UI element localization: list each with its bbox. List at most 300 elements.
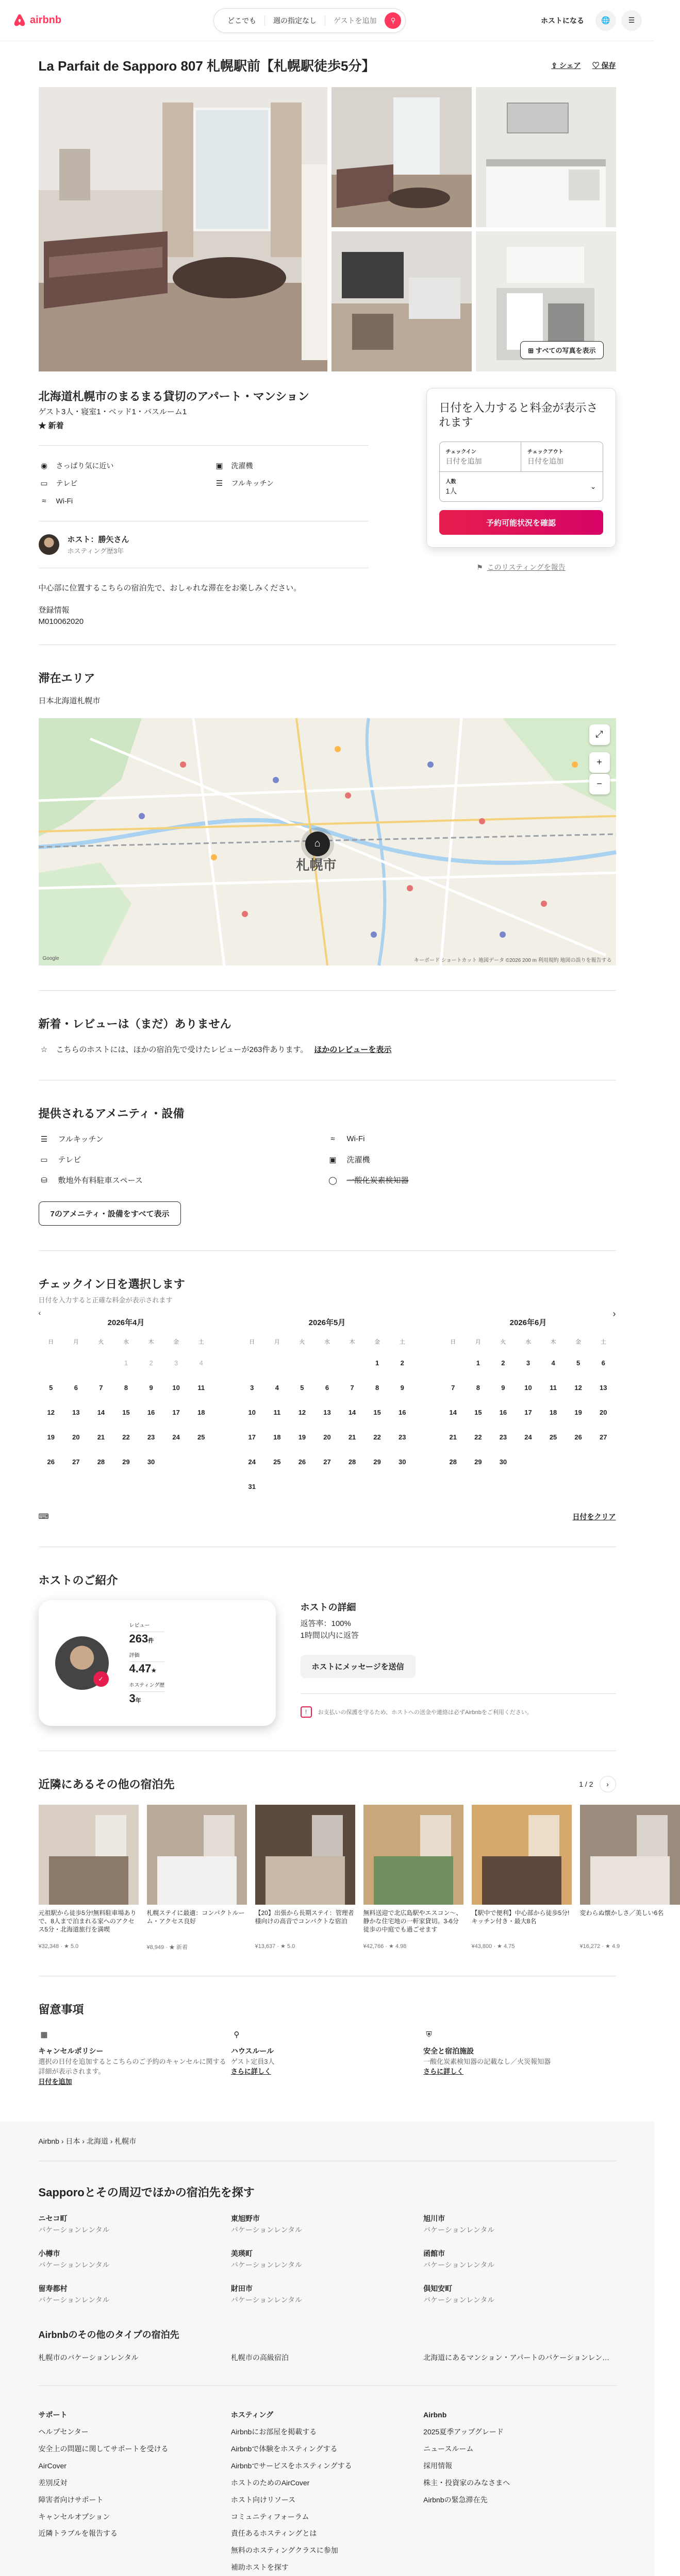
share-button[interactable] <box>551 60 581 71</box>
reviews-count-unit: 件 <box>148 1637 154 1644</box>
weekday-label: 木 <box>148 1338 154 1345</box>
nearby-photo[interactable] <box>255 1805 355 1905</box>
calendar-day[interactable]: 9 <box>501 1384 505 1392</box>
search-icon[interactable]: ⚲ <box>385 12 401 29</box>
calendar-day[interactable]: 5 <box>49 1384 53 1392</box>
zoom-out-icon[interactable]: − <box>589 774 610 794</box>
type-link[interactable]: 札幌市のバケーションレンタル <box>38 2353 139 2362</box>
calendar-day[interactable]: 10 <box>172 1384 180 1392</box>
nearby-photo[interactable] <box>39 1805 139 1905</box>
nearby-photo[interactable] <box>580 1805 680 1905</box>
nearby-photo[interactable] <box>472 1805 572 1905</box>
calendar-day[interactable]: 12 <box>574 1384 582 1392</box>
calendar-blank <box>290 1351 315 1376</box>
footer-link[interactable]: 近隣トラブルを報告する <box>38 2529 118 2538</box>
check-availability-button[interactable]: 予約可能状況を確認 <box>439 510 603 535</box>
weekday-label: 水 <box>324 1338 330 1345</box>
calendar-day[interactable]: 21 <box>449 1433 457 1441</box>
explore-place[interactable] <box>423 2213 616 2235</box>
calendar-day[interactable]: 29 <box>122 1458 130 1466</box>
reviews-count: 263 <box>129 1632 148 1645</box>
note-link[interactable]: さらに詳しく <box>423 2067 464 2076</box>
calendar-day[interactable]: 10 <box>524 1384 532 1392</box>
calendar-day[interactable]: 2 <box>501 1359 505 1367</box>
nearby-price: ¥42,766 <box>363 1943 384 1950</box>
calendar-day[interactable]: 8 <box>476 1384 480 1392</box>
host-years: ホスティング歴3年 <box>67 547 124 555</box>
weekday-label: 月 <box>73 1338 79 1345</box>
calendar-blank <box>264 1351 290 1376</box>
message-host-button[interactable]: ホストにメッセージを送信 <box>301 1655 416 1678</box>
calendar-day[interactable]: 4 <box>551 1359 555 1367</box>
search-bar[interactable] <box>213 8 406 33</box>
photo-4[interactable] <box>331 231 472 371</box>
calendar-day[interactable]: 5 <box>300 1384 304 1392</box>
calendar-day[interactable]: 31 <box>248 1483 256 1490</box>
response-time: 1時間以内に返答 <box>300 1631 359 1640</box>
zoom-in-icon[interactable]: + <box>589 752 610 773</box>
prev-month-icon[interactable]: ‹ <box>38 1308 41 1317</box>
feature-list <box>39 445 369 521</box>
menu-icon[interactable]: ☰ <box>621 10 642 31</box>
feature-item <box>214 478 369 489</box>
calendar-day[interactable]: 23 <box>398 1433 406 1441</box>
footer-col-support <box>39 2406 231 2576</box>
footer-link[interactable]: コミュニティフォーラム <box>230 2512 309 2521</box>
wifi-icon: ≈ <box>42 496 46 505</box>
calendar-day[interactable]: 11 <box>273 1409 281 1416</box>
listing-title: La Parfait de Sapporo 807 札幌駅前【札幌駅徒歩5分】 <box>38 58 375 74</box>
calendar-day[interactable]: 28 <box>348 1458 356 1466</box>
calendar-day[interactable]: 19 <box>47 1433 55 1441</box>
nearby-title: 札幌ステイに最適：コンパクトルーム・アクセス良好 <box>146 1909 245 1925</box>
month-title: 2026年6月 <box>509 1318 547 1327</box>
nearby-rating: ★ 4.98 <box>389 1943 407 1950</box>
calendar-day[interactable]: 24 <box>248 1458 256 1466</box>
nearby-price: ¥16,272 <box>579 1943 601 1950</box>
footer-link[interactable]: 安全上の問題に関してサポートを受ける <box>38 2445 169 2453</box>
search-where[interactable]: どこでも <box>219 15 265 26</box>
location-icon: ◉ <box>40 462 48 470</box>
notes-title: 留意事項 <box>38 2003 84 2016</box>
calendar-day[interactable]: 19 <box>298 1433 306 1441</box>
feature-item <box>39 460 214 471</box>
guests-field[interactable] <box>440 472 603 501</box>
calendar-day: 2 <box>149 1359 153 1367</box>
footer-link[interactable]: Airbnbの緊急滞在先 <box>423 2495 488 2504</box>
checkout-field[interactable] <box>521 442 603 471</box>
host-section-title: ホストのご紹介 <box>38 1573 118 1587</box>
calendar-day[interactable]: 16 <box>398 1409 406 1416</box>
calendar-day[interactable]: 29 <box>373 1458 381 1466</box>
listing-summary: ゲスト3人・寝室1・ベッド1・バスルーム1 <box>38 408 187 416</box>
feature-label: テレビ <box>56 479 78 487</box>
note-cancellation <box>39 2029 231 2087</box>
nearby-title: 【20】出張から長期ステイ：管理者様向けの高音でコンパクトな宿泊 <box>255 1909 354 1925</box>
footer-link[interactable]: 責任あるホスティングとは <box>230 2529 317 2538</box>
amenities-title: 提供されるアメニティ・設備 <box>38 1107 185 1120</box>
calendar-day[interactable]: 28 <box>449 1458 457 1466</box>
calendar-day[interactable]: 6 <box>601 1359 605 1367</box>
calendar-day[interactable]: 1 <box>375 1359 379 1367</box>
nearby-title: 【駅中で便利】中心部から徒歩5分!キッチン付き・最大8名 <box>471 1909 570 1925</box>
flag-icon: ⚑ <box>476 563 487 571</box>
place-name: 財田市 <box>230 2284 253 2293</box>
fullscreen-icon[interactable]: ⤢ <box>589 724 610 745</box>
nearby-card[interactable]: 元祖駅から徒歩5分!無料駐車場ありで、8人まで泊まれる家へのアクセス5分・北海道旅行を満喫 ¥32,348 · ★ 5.0 <box>39 1805 139 1951</box>
footer-col-airbnb <box>423 2406 616 2576</box>
calendar-day[interactable]: 7 <box>451 1384 455 1392</box>
calendar-day[interactable]: 17 <box>524 1409 532 1416</box>
place-name: 美瑛町 <box>230 2249 253 2258</box>
nearby-title: 無料送迎で北広島駅やエスコン〜、静かな住宅地の一軒家貸切。3-6分徒歩の中庭でも過ごせます <box>363 1909 462 1933</box>
calendar-day[interactable]: 3 <box>250 1384 254 1392</box>
reviews-title: 新着・レビューは（まだ）ありません <box>38 1017 231 1030</box>
footer-link[interactable]: ヘルプセンター <box>38 2428 89 2436</box>
new-badge: ★ 新着 <box>38 421 64 430</box>
response-rate: 返答率：100% <box>300 1619 351 1628</box>
footer-col-hosting <box>231 2406 423 2576</box>
footer-link[interactable]: 株主・投資家のみなさまへ <box>423 2478 510 2487</box>
reviews-section <box>39 990 616 1080</box>
airbnb-logo-icon <box>12 13 27 28</box>
chevron-right-icon[interactable]: › <box>600 1776 616 1792</box>
amenity-label: 洗濯機 <box>346 1156 370 1164</box>
calendar-day[interactable]: 3 <box>526 1359 530 1367</box>
type-link[interactable]: 札幌市の高級宿泊 <box>230 2353 289 2362</box>
calendar-day[interactable]: 19 <box>574 1409 582 1416</box>
tv-icon: ▭ <box>40 479 48 488</box>
weekday-label: 土 <box>600 1338 606 1345</box>
calendar-day[interactable]: 2 <box>400 1359 404 1367</box>
calendar-day: 1 <box>124 1359 128 1367</box>
calendar-day[interactable]: 12 <box>47 1409 55 1416</box>
weekday-label: 土 <box>198 1338 204 1345</box>
calendar-day: 3 <box>174 1359 178 1367</box>
type-link[interactable]: 北海道にあるマンション・アパートのバケーションレン… <box>423 2353 610 2362</box>
listing-heading: 北海道札幌市のまるまる貸切のアパート・マンション <box>38 390 309 403</box>
calendar-day[interactable]: 28 <box>97 1458 105 1466</box>
footer-link[interactable]: ニュースルーム <box>423 2445 474 2453</box>
amenities-section <box>39 1080 616 1250</box>
nearby-rating: ★ 5.0 <box>64 1943 79 1950</box>
calendar-day[interactable]: 17 <box>248 1433 256 1441</box>
place-type: バケーションレンタル <box>230 2261 303 2269</box>
search-when[interactable]: 週の指定なし <box>265 15 325 26</box>
calendar-day[interactable]: 8 <box>375 1384 379 1392</box>
place-name: 倶知安町 <box>423 2284 453 2293</box>
explore-place[interactable] <box>39 2283 231 2305</box>
footer-link[interactable]: 2025夏季アップグレード <box>423 2428 504 2436</box>
calendar-sub: 日付を入力すると正確な料金が表示されます <box>38 1296 173 1304</box>
photo-5[interactable] <box>476 231 616 371</box>
top-header <box>0 0 654 41</box>
listing-description: 中心部に位置するこちらの宿泊先で、おしゃれな滞在をお楽しみください。 <box>39 568 369 605</box>
calendar-day[interactable]: 21 <box>348 1433 356 1441</box>
show-all-photos-button[interactable] <box>520 341 603 359</box>
calendar-day[interactable]: 16 <box>147 1409 155 1416</box>
avatar[interactable] <box>39 534 59 555</box>
calendar-day[interactable]: 15 <box>122 1409 130 1416</box>
guests-value: 1人 <box>445 487 457 495</box>
calendar-day[interactable]: 27 <box>323 1458 331 1466</box>
place-type: バケーションレンタル <box>423 2261 495 2269</box>
feature-label: Wi-Fi <box>56 497 73 505</box>
calendar-day[interactable]: 23 <box>147 1433 155 1441</box>
footer-link[interactable]: キャンセルオプション <box>38 2512 110 2521</box>
verified-badge-icon: ✓ <box>93 1671 109 1687</box>
calendar-day[interactable]: 20 <box>599 1409 607 1416</box>
place-type: バケーションレンタル <box>423 2296 495 2304</box>
next-month-icon[interactable]: › <box>612 1308 616 1319</box>
footer-link[interactable]: ホスト向けリソース <box>230 2495 296 2504</box>
calendar-day[interactable]: 6 <box>325 1384 329 1392</box>
note-link[interactable]: 日付を追加 <box>38 2077 72 2086</box>
types-title: Airbnbのその他のタイプの宿泊先 <box>38 2330 179 2341</box>
calendar-day[interactable]: 6 <box>74 1384 78 1392</box>
save-label: 保存 <box>601 61 616 70</box>
amenity-item <box>39 1154 327 1165</box>
nearby-title: 近隣にあるその他の宿泊先 <box>38 1778 175 1791</box>
key-icon: ⚲ <box>234 2030 240 2039</box>
amenity-item <box>327 1133 616 1145</box>
washer-icon: ▣ <box>329 1155 337 1164</box>
explore-place[interactable] <box>39 2213 231 2235</box>
amenity-item <box>39 1175 327 1186</box>
footer-heading: ホスティング <box>230 2411 274 2419</box>
note-link[interactable]: さらに詳しく <box>230 2067 271 2076</box>
host-details-title: ホストの詳細 <box>300 1602 356 1613</box>
place-name: 旭川市 <box>423 2214 445 2223</box>
amenity-label: Wi-Fi <box>346 1134 365 1143</box>
nearby-card[interactable]: 【駅中で便利】中心部から徒歩5分!キッチン付き・最大8名 ¥43,800 · ★ 4.75 <box>472 1805 572 1951</box>
calendar-day[interactable]: 25 <box>549 1433 557 1441</box>
clear-dates-button[interactable]: 日付をクリア <box>572 1512 616 1521</box>
nearby-card[interactable]: 変わらぬ懐かしさ／美しい6名 ¥16,272 · ★ 4.9 <box>580 1805 680 1951</box>
note-text: ゲスト定員3人 <box>230 2057 275 2065</box>
date-guest-picker[interactable] <box>439 442 603 502</box>
month-title: 2026年4月 <box>107 1318 145 1327</box>
breadcrumb[interactable]: Airbnb › 日本 › 北海道 › 札幌市 <box>39 2122 616 2161</box>
calendar-day[interactable]: 25 <box>273 1458 281 1466</box>
footer-link[interactable]: ホストのためのAirCover <box>230 2478 310 2487</box>
calendar-day[interactable]: 14 <box>348 1409 356 1416</box>
calendar-icon: ▦ <box>40 2030 48 2039</box>
become-host-link[interactable]: ホストになる <box>541 16 584 25</box>
nearby-card[interactable]: 【20】出張から長期ステイ：管理者様向けの高音でコンパクトな宿泊 ¥13,637 · ★ 5.0 <box>255 1805 355 1951</box>
calendar-day[interactable]: 26 <box>47 1458 55 1466</box>
calendar-day[interactable]: 4 <box>275 1384 279 1392</box>
calendar-day[interactable]: 30 <box>398 1458 406 1466</box>
place-name: 函館市 <box>423 2249 445 2258</box>
weekday-label: 水 <box>525 1338 531 1345</box>
other-reviews-link[interactable]: ほかのレビューを表示 <box>314 1045 392 1054</box>
amenity-label: テレビ <box>58 1156 81 1164</box>
nearby-rating: ★ 新着 <box>169 1944 188 1951</box>
reviews-text: こちらのホストには、ほかの宿泊先で受けたレビューが263件あります。 <box>56 1045 308 1054</box>
calendar-day[interactable]: 20 <box>72 1433 80 1441</box>
calendar-day[interactable]: 14 <box>97 1409 105 1416</box>
calendar-day[interactable]: 8 <box>124 1384 128 1392</box>
nearby-list <box>38 1805 664 1951</box>
calendar-day[interactable]: 25 <box>197 1433 205 1441</box>
calendar-day[interactable]: 12 <box>298 1409 306 1416</box>
calendar-month <box>441 1317 616 1499</box>
host-card[interactable] <box>39 1600 276 1726</box>
nearby-photo[interactable] <box>147 1805 247 1905</box>
weekday-label: 木 <box>349 1338 355 1345</box>
explore-place[interactable] <box>231 2283 423 2305</box>
explore-title: Sapporoとその周辺でほかの宿泊先を探す <box>38 2186 255 2199</box>
registration-number: M010062020 <box>38 617 84 626</box>
washer-icon: ▣ <box>215 462 223 470</box>
share-label: シェア <box>559 61 581 70</box>
keyboard-icon[interactable]: ⌨ <box>38 1512 49 1520</box>
globe-icon[interactable]: 🌐 <box>595 10 616 31</box>
calendar-day[interactable]: 22 <box>122 1433 130 1441</box>
note-text: 一酸化炭素検知器の記載なし／火災報知器 <box>423 2057 551 2065</box>
calendar-day[interactable]: 13 <box>599 1384 607 1392</box>
report-listing-link[interactable] <box>426 562 616 572</box>
footer-link[interactable]: 補助ホストを探す <box>230 2563 289 2572</box>
footer-link[interactable]: 無料のホスティングクラスに参加 <box>230 2546 338 2555</box>
rating-label: 評価 <box>129 1651 165 1662</box>
note-text: 選択の日付を追加するとこちらのご予約のキャンセルに関する詳細が表示されます。 <box>38 2057 226 2076</box>
calendar-blank <box>63 1351 89 1376</box>
footer-heading: Airbnb <box>423 2411 447 2419</box>
calendar-day[interactable]: 24 <box>524 1433 532 1441</box>
host-name: ホスト：勝矢さん <box>67 535 129 544</box>
calendar-day[interactable]: 24 <box>172 1433 180 1441</box>
guests-label: 人数 <box>445 479 456 485</box>
place-name: 留寿都村 <box>38 2284 68 2293</box>
place-type: バケーションレンタル <box>38 2226 110 2234</box>
footer-link[interactable]: Airbnbで体験をホスティングする <box>230 2445 338 2453</box>
calendar-day[interactable]: 13 <box>72 1409 80 1416</box>
footer-link[interactable]: AirCover <box>38 2461 67 2470</box>
explore-place[interactable] <box>231 2213 423 2235</box>
airbnb-logo[interactable] <box>12 13 213 28</box>
kitchen-icon: ☰ <box>40 1134 48 1144</box>
calendar-day[interactable]: 9 <box>149 1384 153 1392</box>
calendar-day[interactable]: 14 <box>449 1409 457 1416</box>
calendar-day[interactable]: 23 <box>499 1433 507 1441</box>
show-all-amenities-button[interactable]: 7のアメニティ・設備をすべて表示 <box>39 1201 181 1226</box>
calendar-day[interactable]: 15 <box>373 1409 381 1416</box>
reviews-count-label: レビュー <box>129 1621 165 1632</box>
calendar-section <box>39 1250 616 1547</box>
report-listing-label: このリスティングを報告 <box>487 563 566 571</box>
explore-place[interactable] <box>423 2283 616 2305</box>
note-safety <box>423 2029 616 2087</box>
note-title: ハウスルール <box>230 2046 274 2055</box>
calendar-day[interactable]: 17 <box>172 1409 180 1416</box>
heart-icon: ♡ <box>592 61 602 70</box>
footer-link[interactable]: 障害者向けサポート <box>38 2495 104 2504</box>
checkin-field[interactable] <box>440 442 522 471</box>
calendar-day[interactable]: 5 <box>576 1359 581 1367</box>
checkin-label: チェックイン <box>445 449 476 455</box>
calendar-day[interactable]: 7 <box>99 1384 103 1392</box>
calendar-day[interactable]: 16 <box>499 1409 507 1416</box>
calendar-day[interactable]: 20 <box>323 1433 331 1441</box>
calendar-day[interactable]: 18 <box>273 1433 281 1441</box>
nearby-photo[interactable] <box>363 1805 463 1905</box>
amenity-label: フルキッチン <box>58 1135 104 1144</box>
checkin-value: 日付を追加 <box>445 457 482 465</box>
explore-place[interactable] <box>39 2248 231 2270</box>
calendar-day[interactable]: 27 <box>72 1458 80 1466</box>
calendar-day[interactable]: 30 <box>147 1458 155 1466</box>
calendar-day[interactable]: 13 <box>323 1409 331 1416</box>
weekday-label: 水 <box>123 1338 129 1345</box>
calendar-day[interactable]: 18 <box>549 1409 557 1416</box>
booking-title: 日付を入力すると料金が表示されます <box>439 401 598 429</box>
place-type: バケーションレンタル <box>38 2296 110 2304</box>
weekday-label: 火 <box>500 1338 506 1345</box>
map[interactable] <box>39 718 616 965</box>
footer-link[interactable]: Airbnbでサービスをホスティングする <box>230 2461 352 2470</box>
explore-grid <box>39 2213 616 2305</box>
shield-icon: ! <box>301 1706 312 1718</box>
map-attribution[interactable]: キーボード ショートカット 地図データ ©2026 200 m 利用規約 地図の誤りを報告する <box>414 957 612 963</box>
place-type: バケーションレンタル <box>230 2226 303 2234</box>
note-house-rules <box>231 2029 423 2087</box>
weekday-label: 火 <box>299 1338 305 1345</box>
calendar-day[interactable]: 1 <box>476 1359 480 1367</box>
nearby-card[interactable]: 札幌ステイに最適：コンパクトルーム・アクセス良好 ¥8,949 · ★ 新着 <box>147 1805 247 1951</box>
footer-link[interactable]: 差別反対 <box>38 2478 68 2487</box>
calendar-day[interactable]: 21 <box>97 1433 105 1441</box>
place-name: ニセコ町 <box>38 2214 68 2223</box>
nearby-card[interactable]: 無料送迎で北広島駅やエスコン〜、静かな住宅地の一軒家貸切。3-6分徒歩の中庭でも過ごせます ¥42,766 · ★ 4.98 <box>363 1805 463 1951</box>
search-guests[interactable]: ゲストを追加 <box>334 16 377 25</box>
years-unit: 年 <box>135 1697 141 1704</box>
nearby-price: ¥43,800 <box>471 1943 492 1950</box>
calendar-blank <box>39 1351 64 1376</box>
save-button[interactable] <box>592 60 616 71</box>
calendar-months <box>39 1317 616 1499</box>
calendar-blank <box>240 1351 265 1376</box>
calendar-day[interactable]: 26 <box>574 1433 582 1441</box>
calendar-blank <box>89 1351 114 1376</box>
footer-link[interactable]: Airbnbにお部屋を掲載する <box>230 2428 317 2436</box>
calendar-day[interactable]: 7 <box>350 1384 354 1392</box>
calendar-day[interactable]: 30 <box>499 1458 507 1466</box>
explore-place[interactable] <box>423 2248 616 2270</box>
photo-3[interactable] <box>476 87 616 227</box>
photo-main[interactable] <box>39 87 327 371</box>
calendar-day[interactable]: 15 <box>474 1409 482 1416</box>
calendar-day[interactable]: 29 <box>474 1458 482 1466</box>
feature-item <box>39 495 214 506</box>
calendar-day[interactable]: 18 <box>197 1409 205 1416</box>
calendar-day[interactable]: 9 <box>400 1384 404 1392</box>
photo-2[interactable] <box>331 87 472 227</box>
map-city-label: 札幌市 <box>296 857 337 873</box>
calendar-day[interactable]: 10 <box>248 1409 256 1416</box>
calendar-day[interactable]: 11 <box>550 1384 557 1392</box>
footer-link[interactable]: 採用情報 <box>423 2461 453 2470</box>
calendar-day[interactable]: 27 <box>599 1433 607 1441</box>
calendar-day[interactable]: 22 <box>373 1433 381 1441</box>
calendar-day[interactable]: 22 <box>474 1433 482 1441</box>
calendar-day[interactable]: 26 <box>298 1458 306 1466</box>
explore-place[interactable] <box>231 2248 423 2270</box>
home-pin-icon[interactable]: ⌂ <box>305 832 330 856</box>
rating-star: ★ <box>151 1667 157 1674</box>
calendar-day[interactable]: 11 <box>197 1384 205 1392</box>
